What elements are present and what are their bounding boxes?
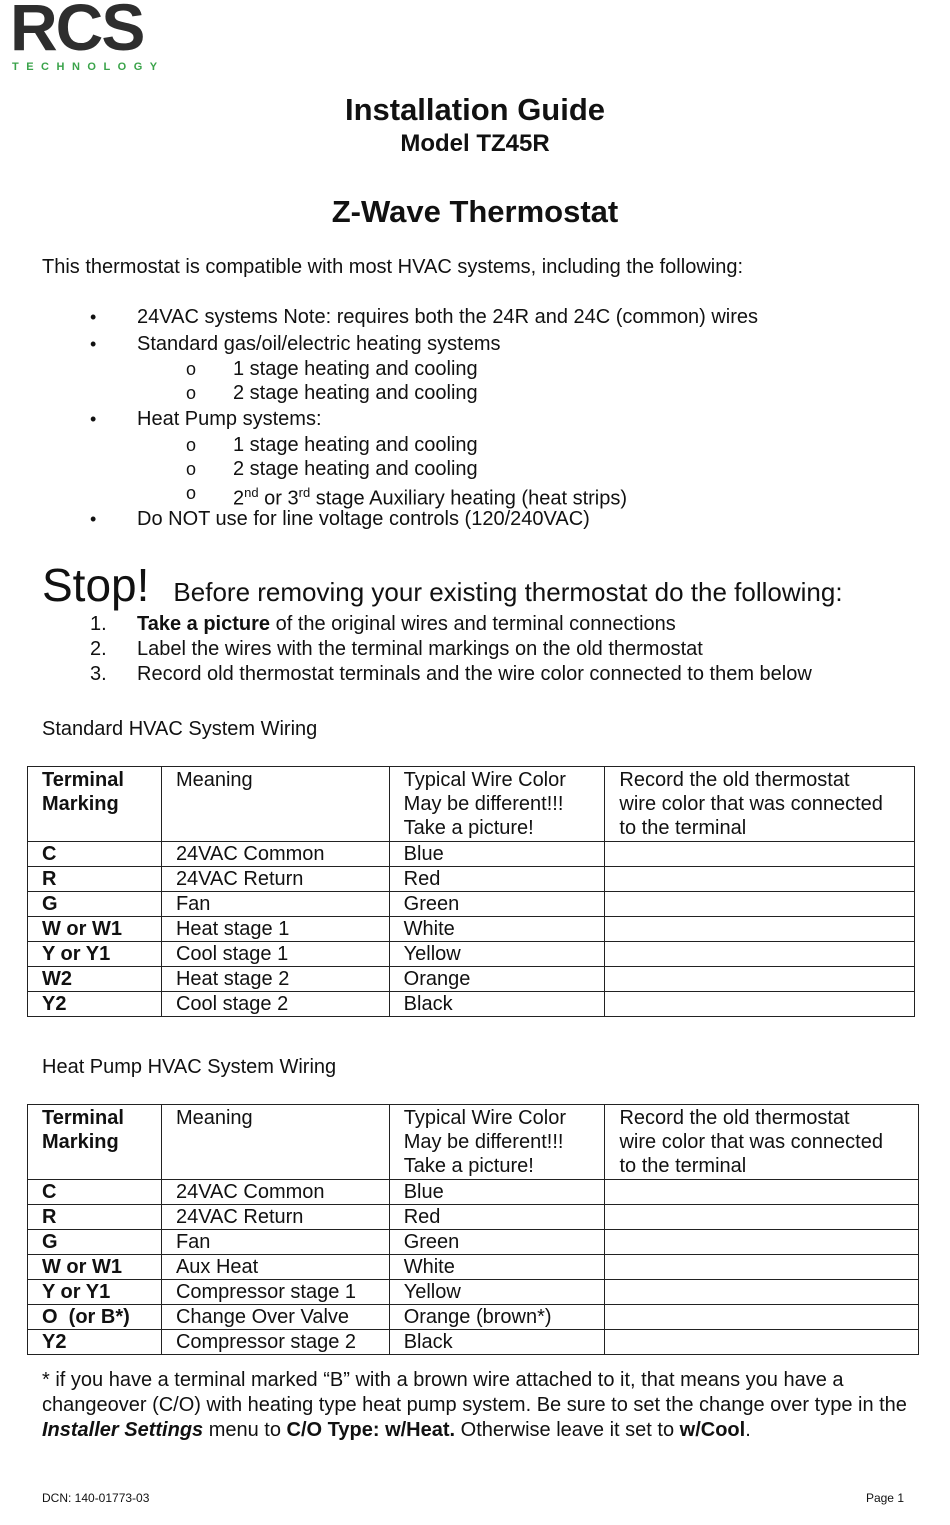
table-row: R 24VAC Return Red <box>28 1205 919 1230</box>
stop-instruction: Before removing your existing thermostat do the following: <box>173 577 843 607</box>
list-item: Heat Pump systems: <box>137 408 322 430</box>
record-cell[interactable] <box>605 1305 919 1330</box>
step-number: 3. <box>90 663 107 685</box>
record-cell[interactable] <box>605 842 915 867</box>
header-wire-color: Typical Wire Color May be different!!! Take a picture! <box>389 1105 605 1180</box>
sub-bullet-icon: o <box>186 459 197 479</box>
table-row: G Fan Green <box>28 892 915 917</box>
list-item: 1 stage heating and cooling <box>233 434 478 456</box>
table-row: W2 Heat stage 2 Orange <box>28 967 915 992</box>
logo-brand: RCS <box>10 0 144 64</box>
table-row: Y or Y1 Cool stage 1 Yellow <box>28 942 915 967</box>
step-number: 2. <box>90 638 107 660</box>
record-cell[interactable] <box>605 1255 919 1280</box>
record-cell[interactable] <box>605 967 915 992</box>
list-item: Do NOT use for line voltage controls (120/240VAC) <box>137 508 590 530</box>
bullet-icon: • <box>90 409 97 429</box>
rcs-logo <box>10 2 170 76</box>
record-cell[interactable] <box>605 867 915 892</box>
record-cell[interactable] <box>605 917 915 942</box>
table-row: G Fan Green <box>28 1230 919 1255</box>
record-cell[interactable] <box>605 1280 919 1305</box>
record-cell[interactable] <box>605 942 915 967</box>
page-number: Page 1 <box>865 1491 904 1505</box>
table-row: W or W1 Aux Heat White <box>28 1255 919 1280</box>
document-title: Installation Guide <box>344 92 606 127</box>
list-item: 1 stage heating and cooling <box>233 358 478 380</box>
heatpump-wiring-heading: Heat Pump HVAC System Wiring <box>42 1056 337 1078</box>
step-item: Label the wires with the terminal markings on the old thermostat <box>137 638 703 660</box>
record-cell[interactable] <box>605 1330 919 1355</box>
list-item: 24VAC systems Note: requires both the 24R and 24C (common) wires <box>137 306 759 328</box>
list-item: Standard gas/oil/electric heating systems <box>137 333 501 355</box>
table-row: C 24VAC Common Blue <box>28 1180 919 1205</box>
table-header-row <box>28 767 915 842</box>
heatpump-wiring-table <box>27 1104 919 1355</box>
record-cell[interactable] <box>605 1180 919 1205</box>
sub-bullet-icon: o <box>186 483 197 503</box>
table-row: Y or Y1 Compressor stage 1 Yellow <box>28 1280 919 1305</box>
table-header-row <box>28 1105 919 1180</box>
document-control-number: DCN: 140-01773-03 <box>42 1491 150 1505</box>
header-record: Record the old thermostat wire color that was connected to the terminal <box>605 767 915 842</box>
footnote: * if you have a terminal marked “B” with a brown wire attached to it, that means you have a changeover (C/O) with heating type heat pump system. Be sure to set the change over type in the Installer Settings menu to C/O Type: w/Heat. Otherwise leave it set to w/Cool. <box>42 1369 907 1441</box>
table-row: Y2 Compressor stage 2 Black <box>28 1330 919 1355</box>
table-row: O (or B*) Change Over Valve Orange (brown*) <box>28 1305 919 1330</box>
intro-paragraph: This thermostat is compatible with most HVAC systems, including the following: <box>42 256 744 278</box>
header-meaning: Meaning <box>161 767 389 842</box>
sub-bullet-icon: o <box>186 383 197 403</box>
step-item: Record old thermostat terminals and the wire color connected to them below <box>137 663 812 685</box>
table-row: R 24VAC Return Red <box>28 867 915 892</box>
product-name: Z-Wave Thermostat <box>331 194 619 229</box>
stop-heading <box>42 558 843 612</box>
list-item: 2nd or 3rd stage Auxiliary heating (heat strips) <box>233 485 628 510</box>
header-record: Record the old thermostat wire color that was connected to the terminal <box>605 1105 919 1180</box>
standard-wiring-table <box>27 766 915 1017</box>
list-item: 2 stage heating and cooling <box>233 458 478 480</box>
record-cell[interactable] <box>605 1230 919 1255</box>
record-cell[interactable] <box>605 892 915 917</box>
table-row: C 24VAC Common Blue <box>28 842 915 867</box>
step-number: 1. <box>90 613 107 635</box>
model-number: Model TZ45R <box>400 130 550 157</box>
step-item: Take a picture of the original wires and terminal connections <box>137 613 676 635</box>
record-cell[interactable] <box>605 992 915 1017</box>
bullet-icon: • <box>90 334 97 354</box>
logo-tagline: TECHNOLOGY <box>12 61 165 73</box>
sub-bullet-icon: o <box>186 435 197 455</box>
bullet-icon: • <box>90 509 97 529</box>
sub-bullet-icon: o <box>186 359 197 379</box>
table-row: W or W1 Heat stage 1 White <box>28 917 915 942</box>
standard-wiring-heading: Standard HVAC System Wiring <box>42 718 318 740</box>
header-terminal: Terminal Marking <box>28 1105 162 1180</box>
stop-word: Stop! <box>42 559 150 611</box>
header-terminal: Terminal Marking <box>28 767 162 842</box>
bullet-icon: • <box>90 307 97 327</box>
table-row: Y2 Cool stage 2 Black <box>28 992 915 1017</box>
header-meaning: Meaning <box>161 1105 389 1180</box>
header-wire-color: Typical Wire Color May be different!!! Take a picture! <box>389 767 605 842</box>
record-cell[interactable] <box>605 1205 919 1230</box>
list-item: 2 stage heating and cooling <box>233 382 478 404</box>
